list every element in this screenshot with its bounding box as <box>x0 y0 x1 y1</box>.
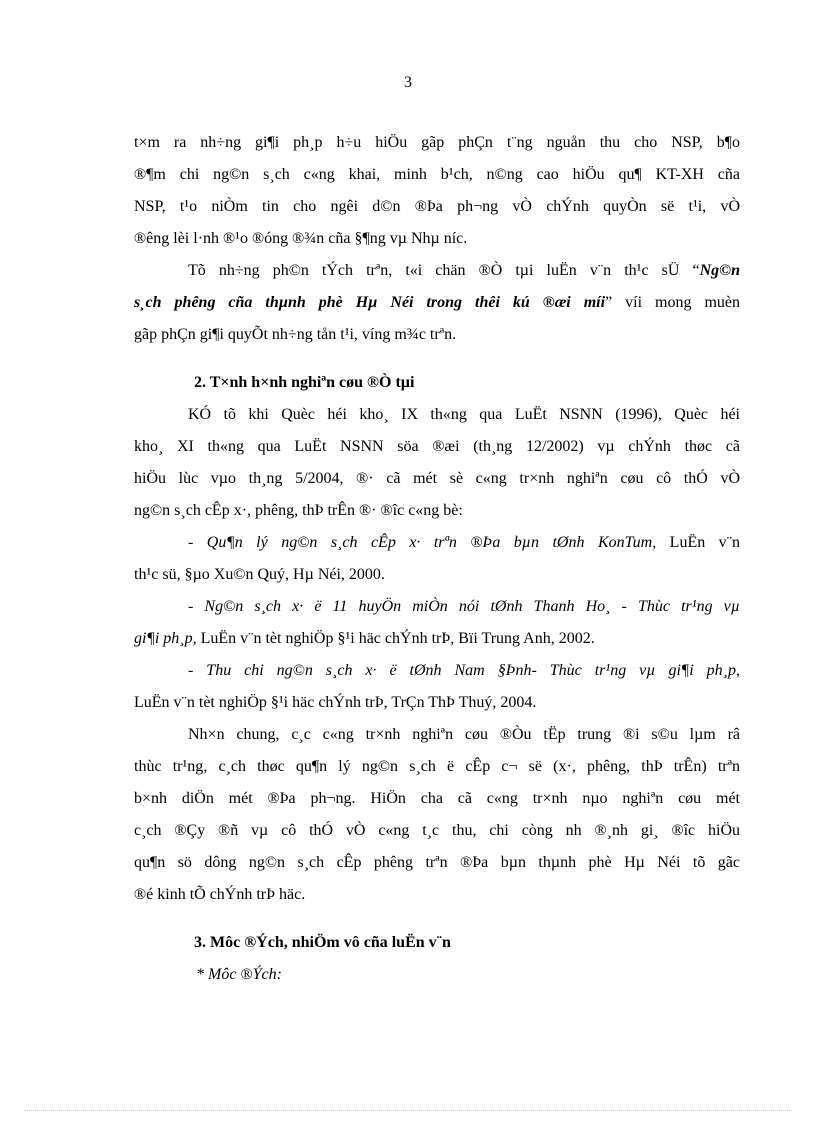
paragraph-line: gãp phÇn gi¶i quyÕt nh÷ng tån t¹i, víng m¾c trªn. <box>134 326 457 343</box>
text-run: ” víi mong muèn <box>605 294 740 311</box>
paragraph-line: qu¶n sö dông ng©n s¸ch cÊp phêng trªn ®Þa bµn thµnh phè Hµ Néi tõ gãc <box>134 854 740 871</box>
reference-title: gi¶i ph¸p <box>134 630 193 647</box>
sub-heading: * Môc ®Ých: <box>196 966 282 983</box>
reference-title: - Qu¶n lý ng©n s¸ch cÊp x· trªn ®Þa bµn tØnh KonTum <box>188 534 653 551</box>
paragraph-line: thùc tr¹ng, c¸ch thøc qu¶n lý ng©n s¸ch ë cÊp c¬ së (x·, phêng, thÞ trÊn) trªn <box>134 758 740 775</box>
thesis-title-run: s¸ch phêng cña thµnh phè Hµ Néi trong thêi kú ®æi míi <box>134 294 606 311</box>
paragraph-line: NSP, t¹o niÒm tin cho ngêi d©n ®Þa ph¬ng vÒ chÝnh quyÒn së t¹i, vÒ <box>134 198 740 215</box>
reference-line <box>134 655 740 687</box>
reference-title: - Thu chi ng©n s¸ch x· ë tØnh Nam §Þnh- Thùc tr¹ng vµ gi¶i ph¸p <box>188 662 736 679</box>
reference-line: LuËn v¨n tèt nghiÖp §¹i häc chÝnh trÞ, TrÇn ThÞ Thuý, 2004. <box>134 694 537 711</box>
reference-line <box>134 623 740 655</box>
text-run: Tõ nh÷ng ph©n tÝch trªn, t«i chän ®Ò tµi luËn v¨n th¹c sÜ “ <box>188 262 700 279</box>
paragraph-line: KÓ tõ khi Quèc héi kho¸ IX th«ng qua LuËt NSNN (1996), Quèc héi <box>188 406 740 423</box>
paragraph-line: ®êng lèi l·nh ®¹o ®óng ®¾n cña §¶ng vµ Nhµ níc. <box>134 230 468 247</box>
section-heading: 2. T×nh h×nh nghiªn cøu ®Ò tµi <box>194 374 415 391</box>
body-text <box>134 127 740 991</box>
page-border-line <box>24 1110 792 1111</box>
paragraph-line <box>134 255 740 287</box>
paragraph-line <box>134 287 740 319</box>
paragraph-line: b×nh diÖn mét ®Þa ph¬ng. HiÖn cha cã c«ng tr×nh nµo nghiªn cøu mét <box>134 790 740 807</box>
text-run: , LuËn v¨n tèt nghiÖp §¹i häc chÝnh trÞ, Bïi Trung Anh, 2002. <box>192 630 595 647</box>
spacer <box>134 351 740 367</box>
reference-line <box>134 527 740 559</box>
paragraph-line: hiÖu lùc vµo th¸ng 5/2004, ®· cã mét sè c«ng tr×nh nghiªn cøu cô thÓ vÒ <box>134 470 740 487</box>
paragraph-line: ®¶m chi ng©n s¸ch c«ng khai, minh b¹ch, n©ng cao hiÖu qu¶ KT-XH cña <box>134 166 740 183</box>
paragraph-line: t×m ra nh÷ng gi¶i ph¸p h÷u hiÖu gãp phÇn t¨ng nguån thu cho NSP, b¶o <box>134 134 740 151</box>
paragraph-line: ng©n s¸ch cÊp x·, phêng, thÞ trÊn ®· ®îc c«ng bè: <box>134 502 463 519</box>
paragraph-line: kho¸ XI th«ng qua LuËt NSNN söa ®æi (th¸ng 12/2002) vµ chÝnh thøc cã <box>134 438 740 455</box>
section-heading: 3. Môc ®Ých, nhiÖm vô cña luËn v¨n <box>194 934 451 951</box>
reference-title: - Ng©n s¸ch x· ë 11 huyÖn miÒn nói tØnh Thanh Ho¸ - Thùc tr¹ng vµ <box>188 598 740 615</box>
reference-line <box>134 591 740 623</box>
thesis-title-run: Ng©n <box>699 262 740 279</box>
paragraph-line: Nh×n chung, c¸c c«ng tr×nh nghiªn cøu ®Òu tËp trung ®i s©u lµm râ <box>188 726 740 743</box>
text-run: , LuËn v¨n <box>652 534 740 551</box>
page-number: 3 <box>404 74 412 91</box>
paragraph-line: c¸ch ®Çy ®ñ vµ cô thÓ vÒ c«ng t¸c thu, chi còng nh ®¸nh gi¸ ®îc hiÖu <box>134 822 740 839</box>
paragraph-line: ®é kinh tÕ chÝnh trÞ häc. <box>134 886 306 903</box>
reference-line: th¹c sü, §µo Xu©n Quý, Hµ Néi, 2000. <box>134 566 385 583</box>
spacer <box>134 911 740 927</box>
text-run: , <box>736 662 740 679</box>
